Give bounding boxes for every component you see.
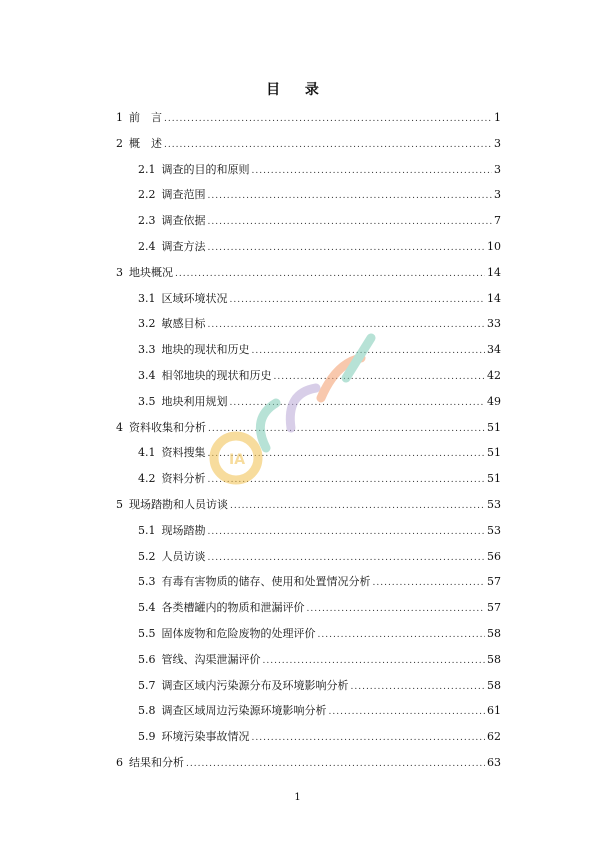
toc-entry[interactable]	[116, 266, 501, 280]
dot-leader	[208, 473, 486, 487]
toc-entry-number: 3	[116, 266, 123, 279]
toc-entry[interactable]	[138, 575, 501, 589]
toc-entry-label: 调查依据	[161, 214, 206, 227]
toc-entry-label: 环境污染事故情况	[161, 730, 250, 743]
toc-entry-label: 调查的目的和原则	[161, 163, 250, 176]
dot-leader	[252, 731, 486, 745]
toc-entry-page: 53	[487, 498, 501, 511]
toc-entry-label: 管线、沟渠泄漏评价	[161, 653, 261, 666]
dot-leader	[373, 576, 486, 590]
toc-entry-label: 地块概况	[129, 266, 173, 279]
svg-text:IA: IA	[229, 452, 246, 468]
toc-entry-number: 1	[116, 111, 123, 124]
dot-leader	[175, 267, 485, 281]
toc-entry-label: 地块利用规划	[161, 395, 228, 408]
toc-entry-page: 10	[487, 240, 501, 253]
page-number: 1	[294, 792, 301, 803]
dot-leader	[230, 293, 486, 307]
toc-entry-label: 各类槽罐内的物质和泄漏评价	[161, 601, 305, 614]
toc-entry-label: 调查区域内污染源分布及环境影响分析	[161, 679, 349, 692]
toc-entry-page: 57	[487, 575, 501, 588]
dot-leader	[230, 499, 485, 513]
toc-entry-label: 人员访谈	[161, 550, 206, 563]
dot-leader	[208, 525, 486, 539]
toc-entry[interactable]	[116, 137, 501, 151]
dot-leader	[164, 138, 492, 152]
toc-entry-number: 5.7	[138, 679, 156, 692]
toc-entry[interactable]	[116, 498, 501, 512]
toc-entry-page: 51	[487, 472, 501, 485]
dot-leader	[351, 680, 486, 694]
toc-entry-page: 7	[494, 214, 501, 227]
toc-entry-page: 1	[494, 111, 501, 124]
toc-entry[interactable]	[138, 395, 501, 409]
toc-entry-label: 资料分析	[161, 472, 206, 485]
toc-entry-number: 4.2	[138, 472, 156, 485]
toc-entry[interactable]	[116, 111, 501, 125]
toc-entry[interactable]	[138, 292, 501, 306]
dot-leader	[329, 705, 486, 719]
toc-entry[interactable]	[138, 730, 501, 744]
toc-entry-page: 57	[487, 601, 501, 614]
toc-entry-page: 34	[487, 343, 501, 356]
toc-entry[interactable]	[138, 446, 501, 460]
dot-leader	[252, 344, 486, 358]
toc-entry-number: 5.2	[138, 550, 156, 563]
toc-entry-label: 相邻地块的现状和历史	[161, 369, 272, 382]
dot-leader	[208, 551, 486, 565]
toc-entry-number: 5.4	[138, 601, 156, 614]
dot-leader	[208, 318, 486, 332]
dot-leader	[208, 447, 486, 461]
toc-entry-label: 地块的现状和历史	[161, 343, 250, 356]
toc-entry[interactable]	[138, 627, 501, 641]
toc-entry-label: 现场踏勘和人员访谈	[129, 498, 228, 511]
toc-entry-label: 调查范围	[161, 188, 206, 201]
toc-entry-page: 63	[487, 756, 501, 769]
toc-entry-number: 4	[116, 421, 123, 434]
toc-entry-number: 3.1	[138, 292, 156, 305]
toc-entry-page: 51	[487, 446, 501, 459]
toc-entry-number: 2.3	[138, 214, 156, 227]
toc-entry-number: 3.3	[138, 343, 156, 356]
toc-entry-page: 3	[494, 137, 501, 150]
toc-entry[interactable]	[138, 601, 501, 615]
toc-entry[interactable]	[138, 343, 501, 357]
toc-entry[interactable]	[138, 679, 501, 693]
toc-entry-number: 5.9	[138, 730, 156, 743]
toc-entry-label: 前 言	[129, 111, 162, 124]
toc-entry-page: 49	[487, 395, 501, 408]
toc-entry[interactable]	[116, 421, 501, 435]
toc-entry-page: 58	[487, 653, 501, 666]
dot-leader	[208, 422, 485, 436]
toc-entry-label: 有毒有害物质的储存、使用和处置情况分析	[161, 575, 371, 588]
toc-entry-number: 5	[116, 498, 123, 511]
toc-entry[interactable]	[138, 524, 501, 538]
toc-entry-label: 敏感目标	[161, 317, 206, 330]
toc-entry-label: 现场踏勘	[161, 524, 206, 537]
toc-entry-page: 62	[487, 730, 501, 743]
toc-entry[interactable]	[116, 756, 501, 770]
toc-entry[interactable]	[138, 550, 501, 564]
toc-entry-page: 3	[494, 188, 501, 201]
toc-entry-number: 5.5	[138, 627, 156, 640]
toc-entry-page: 33	[487, 317, 501, 330]
toc-entry-number: 5.1	[138, 524, 156, 537]
dot-leader	[164, 112, 492, 126]
dot-leader	[307, 602, 486, 616]
toc-entry-number: 3.2	[138, 317, 156, 330]
toc-entry[interactable]	[138, 188, 501, 202]
toc-entry-number: 2.2	[138, 188, 156, 201]
toc-entry-page: 58	[487, 679, 501, 692]
dot-leader	[274, 370, 486, 384]
toc-entry-page: 56	[487, 550, 501, 563]
toc-entry-page: 14	[487, 292, 501, 305]
toc-entry[interactable]	[138, 653, 501, 667]
toc-entry-label: 调查方法	[161, 240, 206, 253]
dot-leader	[208, 241, 486, 255]
toc-entry-label: 固体废物和危险废物的处理评价	[161, 627, 316, 640]
toc-entry[interactable]	[138, 163, 501, 177]
toc-entry-label: 调查区域周边污染源环境影响分析	[161, 704, 327, 717]
toc-entry-label: 区域环境状况	[161, 292, 228, 305]
toc-entry-number: 2	[116, 137, 123, 150]
toc-entry-label: 结果和分析	[129, 756, 184, 769]
toc-entry-number: 6	[116, 756, 123, 769]
toc-title: 目 录	[266, 82, 329, 98]
toc-entry-number: 3.5	[138, 395, 156, 408]
dot-leader	[186, 757, 485, 771]
toc-entry-number: 2.4	[138, 240, 156, 253]
toc-entry-number: 2.1	[138, 163, 156, 176]
toc-entry-label: 概 述	[129, 137, 162, 150]
dot-leader	[263, 654, 486, 668]
toc-entry-number: 3.4	[138, 369, 156, 382]
toc-entry-label: 资料搜集	[161, 446, 206, 459]
toc-entry-label: 资料收集和分析	[129, 421, 206, 434]
toc-entry-page: 61	[487, 704, 501, 717]
toc-entry-page: 14	[487, 266, 501, 279]
toc-entry[interactable]	[138, 214, 501, 228]
dot-leader	[252, 164, 493, 178]
toc-entry[interactable]	[138, 472, 501, 486]
dot-leader	[318, 628, 486, 642]
toc-entry-number: 5.6	[138, 653, 156, 666]
toc-entry[interactable]	[138, 317, 501, 331]
toc-entry-number: 5.3	[138, 575, 156, 588]
toc-entry[interactable]	[138, 369, 501, 383]
toc-entry-page: 58	[487, 627, 501, 640]
dot-leader	[230, 396, 486, 410]
toc-entry-number: 5.8	[138, 704, 156, 717]
toc-entry[interactable]	[138, 704, 501, 718]
dot-leader	[208, 215, 493, 229]
dot-leader	[208, 189, 493, 203]
toc-entry-page: 3	[494, 163, 501, 176]
toc-entry-page: 42	[487, 369, 501, 382]
toc-entry-page: 53	[487, 524, 501, 537]
toc-entry-number: 4.1	[138, 446, 156, 459]
toc-entry[interactable]	[138, 240, 501, 254]
toc-entry-page: 51	[487, 421, 501, 434]
